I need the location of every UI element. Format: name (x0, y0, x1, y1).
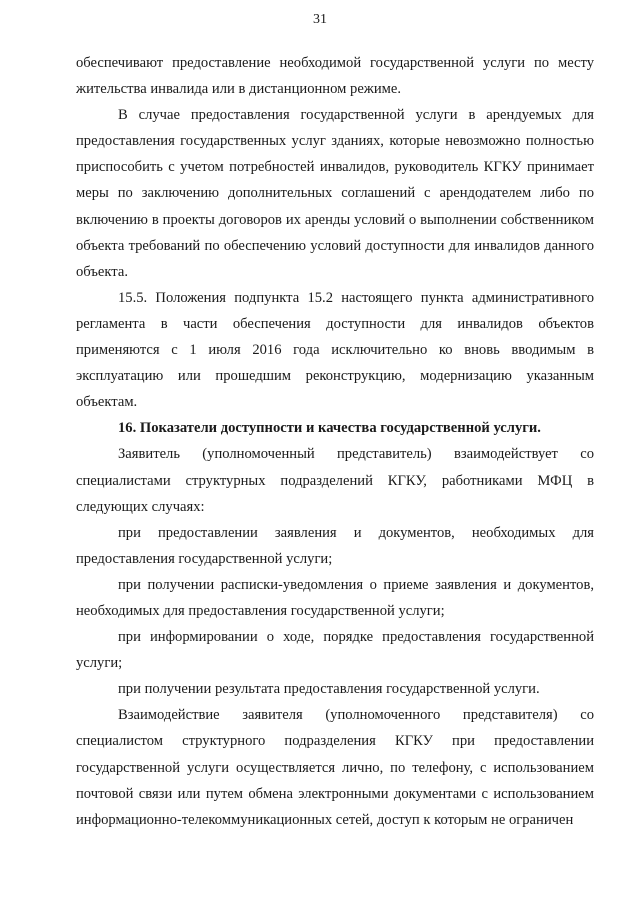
list-item-result: при получении результата предоставления государственной услуги. (118, 681, 540, 698)
paragraph-lease-buildings: В случае предоставления государственной услуги в арендуемых для предоставления государственных услуг зданиях, которые невозможно полностью приспособить с учетом потребностей инвалидов, руководитель КГКУ принимает меры по заключению дополнительных соглашений с арендодателем либо по включению в проекты договоров их аренды условий о выполнении собственником объекта требований по обеспечению условий доступности для инвалидов данного объекта. (76, 107, 594, 280)
document-body (76, 50, 594, 833)
list-item-receipt: при получении расписки-уведомления о приеме заявления и документов, необходимых для предоставления государственной услуги; (76, 576, 594, 619)
section-heading-16: 16. Показатели доступности и качества государственной услуги. (118, 420, 541, 437)
paragraph-continuation: обеспечивают предоставление необходимой государственной услуги по месту жительства инвалида или в дистанционном режиме. (76, 55, 594, 98)
paragraph-interaction-methods: Взаимодействие заявителя (уполномоченного представителя) со специалистом структурного подразделения КГКУ при предоставлении государственной услуги осуществляется лично, по телефону, с использованием почтовой связи или путем обмена электронными документами с использованием информационно-телекоммуникационных сетей, доступ к которым не ограничен (76, 707, 594, 828)
paragraph-interaction-cases: Заявитель (уполномоченный представитель) взаимодействует со специалистами структурных подразделений КГКУ, работниками МФЦ в следующих случаях: (76, 446, 594, 515)
list-item-informing: при информировании о ходе, порядке предоставления государственной услуги; (76, 629, 594, 672)
page-number: 31 (313, 12, 327, 27)
list-item-submission: при предоставлении заявления и документов, необходимых для предоставления государственной услуги; (76, 524, 594, 567)
paragraph-15-5: 15.5. Положения подпункта 15.2 настоящего пункта административного регламента в части обеспечения доступности для инвалидов объектов применяются с 1 июля 2016 года исключительно ко вновь вводимым в эксплуатацию или прошедшим реконструкцию, модернизацию указанным объектам. (76, 289, 594, 411)
